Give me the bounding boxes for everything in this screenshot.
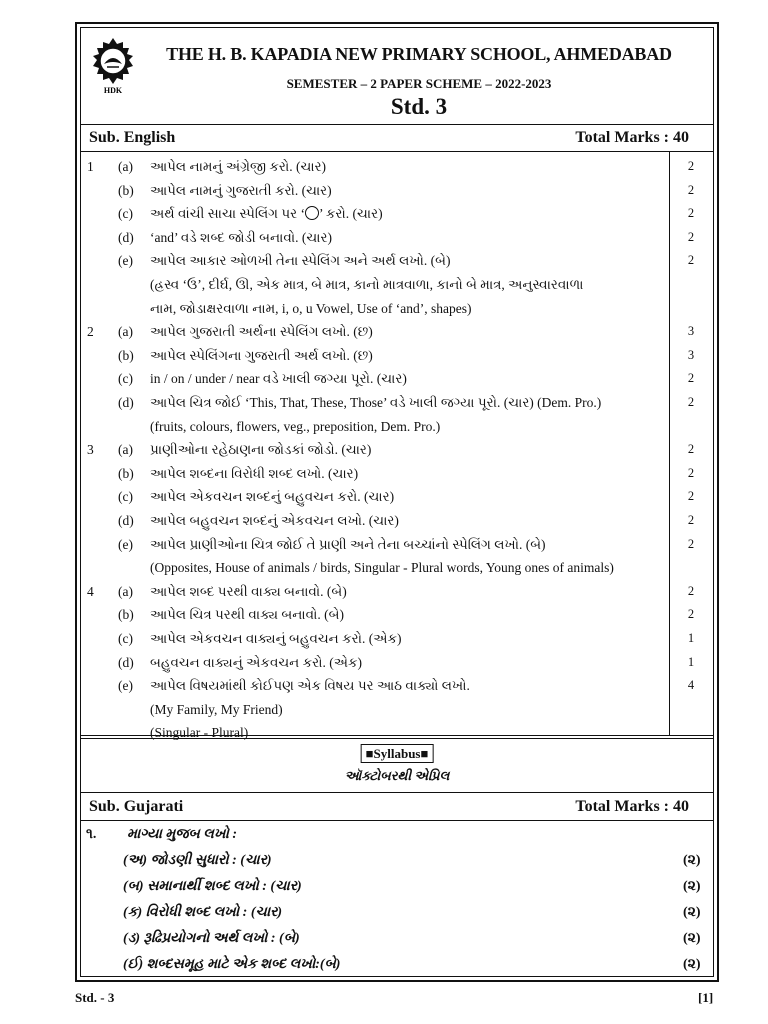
question-text-main: (My Family, My Friend) xyxy=(150,701,283,717)
question-text: (બ) સમાનાર્થી શબ્દ લખો : (ચાર) xyxy=(123,879,302,894)
question-text-main: (fruits, colours, flowers, veg., preposition, Dem. Pro.) xyxy=(150,418,441,434)
question-text xyxy=(150,179,332,202)
question-text xyxy=(150,674,470,697)
question-text-main: (Opposites, House of animals / birds, Singular - Plural words, Young ones of animals) xyxy=(150,560,614,576)
divider xyxy=(81,151,713,152)
question-number: 2 xyxy=(87,324,94,340)
question-text xyxy=(150,651,362,674)
question-number: 3 xyxy=(87,442,94,458)
question-text-main: આપેલ શબ્દ પરથી વાક્ય બનાવો. (બે) xyxy=(150,583,347,599)
question-text: (ડ) રૂઢિપ્રયોગનો અર્થ લખો : (બે) xyxy=(123,931,300,946)
question-text xyxy=(150,415,440,438)
school-name: THE H. B. KAPADIA NEW PRIMARY SCHOOL, AHMEDABAD xyxy=(166,44,672,64)
question-text-main: આપેલ નામનું અંગ્રેજી કરો. (ચાર) xyxy=(150,159,327,174)
question-part: (c) xyxy=(118,371,133,387)
page-inner-border xyxy=(80,27,714,977)
question-text xyxy=(150,273,583,296)
divider xyxy=(81,738,713,739)
question-text-main: આપેલ બહુવચન શબ્દનું એકવચન લખો. (ચાર) xyxy=(150,513,399,528)
question-marks: 2 xyxy=(687,583,695,598)
question-marks: 2 xyxy=(687,442,695,457)
question-marks: (૨) xyxy=(683,853,701,868)
gujarati-subject-row xyxy=(81,794,713,820)
question-text xyxy=(150,297,471,320)
question-text-main: ‘and’ વડે શબ્દ જોડી બનાવો. (ચાર) xyxy=(150,229,332,245)
question-text xyxy=(150,249,450,272)
question-text: માગ્યા મુજબ લખો : xyxy=(127,827,238,842)
question-text-main: (હ્રસ્વ ‘ઉ’, દીર્ઘ, ઊ, એક માત્ર, બે માત્ર, કાનો માત્રવાળા, કાનો બે માત્ર, અનુસ્વારવાળા xyxy=(150,277,584,292)
standard-title: Std. 3 xyxy=(390,94,448,119)
question-text-main: આપેલ સ્પેલિંગના ગુજરાતી અર્થ લખો. (છ) xyxy=(150,347,373,363)
question-marks: 2 xyxy=(687,395,695,409)
question-text-main: આપેલ એકવચન વાક્યનું બહુવચન કરો. (એક) xyxy=(150,631,402,646)
question-text xyxy=(150,580,347,603)
question-text-main: આપેલ ચિત્ર પરથી વાક્ય બનાવો. (બે) xyxy=(150,607,344,623)
question-marks: 2 xyxy=(687,489,695,504)
question-text xyxy=(150,485,394,508)
divider xyxy=(81,820,713,821)
question-text xyxy=(150,155,326,178)
question-number: 1 xyxy=(87,159,94,174)
syllabus-label: ■Syllabus■ xyxy=(361,744,434,763)
question-marks: 2 xyxy=(687,229,695,244)
question-text xyxy=(150,438,371,461)
question-text-main: આપેલ નામનું ગુજરાતી કરો. (ચાર) xyxy=(150,182,332,198)
question-marks: 2 xyxy=(687,182,695,197)
question-part: (c) xyxy=(118,489,133,505)
question-part: (b) xyxy=(118,347,134,363)
question-text-main: નામ, જોડાક્ષરવાળા નામ, i, o, u Vowel, Use of ‘and’, shapes) xyxy=(150,300,472,316)
english-total-marks: Total Marks : 40 xyxy=(575,129,689,146)
header xyxy=(81,28,713,124)
question-marks: 3 xyxy=(687,324,695,339)
question-part: (d) xyxy=(118,229,134,245)
question-marks: (૨) xyxy=(683,957,701,972)
marks-column-divider xyxy=(669,151,670,735)
footer-std: Std. - 3 xyxy=(75,990,115,1005)
question-text-main: આપેલ પ્રાણીઓના ચિત્ર જોઈ તે પ્રાણી અને તેના બચ્ચાંનો સ્પેલિંગ લખો. (બે) xyxy=(150,536,546,552)
question-marks: 2 xyxy=(687,465,695,480)
question-marks: 2 xyxy=(687,371,695,386)
question-text xyxy=(150,344,373,367)
question-part: (e) xyxy=(118,678,133,694)
page-number: [1] xyxy=(698,990,714,1005)
question-text xyxy=(150,202,383,225)
question-part: (a) xyxy=(118,159,133,174)
school-logo xyxy=(85,32,141,96)
question-text: (ક) વિરોધી શબ્દ લખો : (ચાર) xyxy=(123,905,283,920)
question-text-main: બહુવચન વાક્યનું એકવચન કરો. (એક) xyxy=(150,654,362,670)
question-marks: 4 xyxy=(687,678,695,693)
question-marks: 1 xyxy=(687,654,695,669)
question-marks: 2 xyxy=(687,206,695,221)
question-text-main: પ્રાણીઓના રહેઠાણના જોડકાં જોડો. (ચાર) xyxy=(150,442,372,458)
page-frame xyxy=(75,22,719,982)
question-text: (ઈ) શબ્દસમૂહ માટે એક શબ્દ લખો:(બે) xyxy=(123,957,341,972)
question-text xyxy=(150,320,373,343)
english-subject-row xyxy=(81,125,713,151)
question-part: (b) xyxy=(118,182,134,198)
question-marks: 2 xyxy=(687,513,695,527)
question-text xyxy=(150,627,402,650)
question-text-main: in / on / under / near વડે ખાલી જગ્યા પૂરો. (ચાર) xyxy=(150,371,407,387)
question-part: (a) xyxy=(118,442,133,458)
question-text-main: આપેલ ગુજરાતી અર્થના સ્પેલિંગ લખો. (છ) xyxy=(150,324,373,340)
question-marks: (૨) xyxy=(683,879,701,894)
question-marks: 2 xyxy=(687,253,695,268)
question-text-main: (Singular - Plural) xyxy=(150,725,249,741)
question-text-main: આપેલ એકવચન શબ્દનું બહુવચન કરો. (ચાર) xyxy=(150,489,395,505)
syllabus-period: ઑક્ટોબરથી એપ્રિલ xyxy=(344,768,450,783)
question-part: (d) xyxy=(118,513,134,528)
question-part: (e) xyxy=(118,253,133,269)
question-text-main: આપેલ વિષયમાંથી કોઈપણ એક વિષય પર આઠ વાક્યો લખો. xyxy=(150,678,470,694)
question-text xyxy=(150,603,344,626)
question-marks: 1 xyxy=(687,631,695,645)
question-marks: (૨) xyxy=(683,931,701,946)
question-marks: 2 xyxy=(687,159,695,173)
question-number: ૧. xyxy=(86,827,97,842)
question-text xyxy=(150,698,283,721)
question-text xyxy=(150,226,332,249)
paper-scheme-title: SEMESTER – 2 PAPER SCHEME – 2022-2023 xyxy=(286,76,552,91)
question-part: (b) xyxy=(118,607,134,623)
question-text xyxy=(150,556,614,579)
question-marks: 3 xyxy=(687,347,695,362)
question-text-main: આપેલ શબ્દના વિરોધી શબ્દ લખો. (ચાર) xyxy=(150,465,359,481)
question-text-main: આપેલ ચિત્ર જોઈ ‘This, That, These, Those’ વડે ખાલી જગ્યા પૂરો. (ચાર) (Dem. Pro.) xyxy=(150,395,602,410)
question-text xyxy=(150,721,248,744)
gujarati-subject-label: Sub. Gujarati xyxy=(89,798,184,815)
question-text xyxy=(150,462,358,485)
english-subject-label: Sub. English xyxy=(89,129,176,146)
svg-text:HDK: HDK xyxy=(103,86,123,95)
gujarati-total-marks: Total Marks : 40 xyxy=(575,798,689,815)
divider xyxy=(81,792,713,793)
question-part: (c) xyxy=(118,206,133,222)
divider xyxy=(81,735,713,736)
question-text xyxy=(150,367,407,390)
question-part: (a) xyxy=(118,324,133,340)
question-part: (b) xyxy=(118,465,134,481)
question-part: (d) xyxy=(118,654,134,670)
question-text xyxy=(150,391,601,414)
circle-icon xyxy=(305,206,319,220)
question-part: (a) xyxy=(118,583,133,599)
question-text-main: આપેલ આકાર ઓળખી તેના સ્પેલિંગ અને અર્થ લખો. (બે) xyxy=(150,253,451,269)
question-part: (c) xyxy=(118,631,133,646)
question-text xyxy=(150,533,546,556)
question-part: (e) xyxy=(118,536,133,552)
question-part: (d) xyxy=(118,395,134,410)
question-text-main: અર્થ વાંચી સાચા સ્પેલિંગ પર ‘ xyxy=(150,206,305,222)
question-marks: 2 xyxy=(687,607,695,622)
question-marks: (૨) xyxy=(683,905,701,920)
question-number: 4 xyxy=(87,583,94,599)
question-text xyxy=(150,509,399,532)
question-text: (અ) જોડણી સુધારો : (ચાર) xyxy=(123,853,272,868)
question-marks: 2 xyxy=(687,536,695,551)
question-text-after: ’ કરો. (ચાર) xyxy=(319,206,383,222)
